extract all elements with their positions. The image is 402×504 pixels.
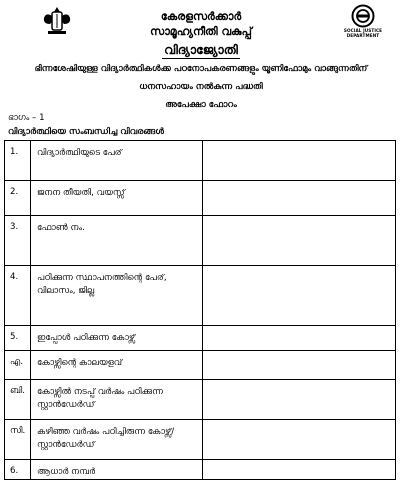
row-value-field[interactable]	[203, 216, 396, 266]
row-number: 4.	[5, 266, 31, 326]
row-value-field[interactable]	[203, 420, 396, 460]
row-value-field[interactable]	[203, 326, 396, 351]
department-name: സാമൂഹ്യനീതി വകുപ്പ്	[150, 25, 252, 38]
row-label: കോഴ്സിന്റെ കാലയളവ്	[31, 351, 203, 380]
scheme-subtitle-1: ഭിന്നശേഷിയുള്ള വിദ്യാർത്ഥികൾക്ക പഠനോപകരണങ്ങളും യൂണിഫോമും വാങ്ങുന്നതിന്	[34, 64, 368, 74]
row-label: ഇപ്പോൾ പഠിക്കുന്ന കോഴ്സ്	[31, 326, 203, 351]
table-row	[5, 181, 396, 216]
scheme-title-text: വിദ്യാജ്യോതി	[164, 42, 238, 57]
dept-logo-line1: SOCIAL JUSTICE	[343, 28, 383, 33]
row-label: കഴിഞ്ഞ വർഷം പഠിച്ചിരുന്ന കോഴ്സ്/ സ്റ്റാൻഡേർഡ്	[31, 420, 203, 460]
row-number: 3.	[5, 216, 31, 266]
row-label: പഠിക്കുന്ന സ്ഥാപനത്തിന്റെ പേര്, വിലാസം, ജില്ല	[31, 266, 203, 326]
row-value-field[interactable]	[203, 181, 396, 216]
row-value-field[interactable]	[203, 460, 396, 480]
table-row	[5, 216, 396, 266]
table-row	[5, 266, 396, 326]
table-row	[5, 141, 396, 181]
table-row	[5, 380, 396, 420]
row-number: 1.	[5, 141, 31, 181]
row-value-field[interactable]	[203, 266, 396, 326]
scheme-subtitle-2: ധനസഹായം നൽകുന്ന പദ്ധതി	[139, 82, 263, 92]
table-row	[5, 420, 396, 460]
table-row	[5, 460, 396, 480]
form-name: അപേക്ഷാ ഫോറം	[165, 100, 237, 110]
scheme-title	[0, 42, 402, 58]
table-row	[5, 326, 396, 351]
row-number: ബി.	[5, 380, 31, 420]
row-number: 2.	[5, 181, 31, 216]
row-number: സി.	[5, 420, 31, 460]
row-number: 5.	[5, 326, 31, 351]
row-label: ജനന തീയതി, വയസ്സ്	[31, 181, 203, 216]
row-label: കോഴ്സിൽ നടപ്പ് വർഷം പഠിക്കുന്ന സ്റ്റാൻഡേർഡ്	[31, 380, 203, 420]
row-value-field[interactable]	[203, 380, 396, 420]
government-name: കേരളസർക്കാർ	[160, 10, 242, 23]
row-value-field[interactable]	[203, 351, 396, 380]
section-label: ഭാഗം – 1	[8, 113, 45, 123]
row-label: ആധാർ നമ്പർ	[31, 460, 203, 480]
row-label: വിദ്യാർത്ഥിയുടെ പേര്	[31, 141, 203, 181]
table-row	[5, 351, 396, 380]
dept-logo-line2: DEPARTMENT	[346, 33, 380, 38]
row-value-field[interactable]	[203, 141, 396, 181]
section-heading: വിദ്യാർത്ഥിയെ സംബന്ധിച്ച വിവരങ്ങൾ	[8, 127, 165, 137]
row-number: 6.	[5, 460, 31, 480]
row-label: ഫോൺ നം.	[31, 216, 203, 266]
applicant-details-table	[4, 140, 396, 480]
row-number: എ.	[5, 351, 31, 380]
